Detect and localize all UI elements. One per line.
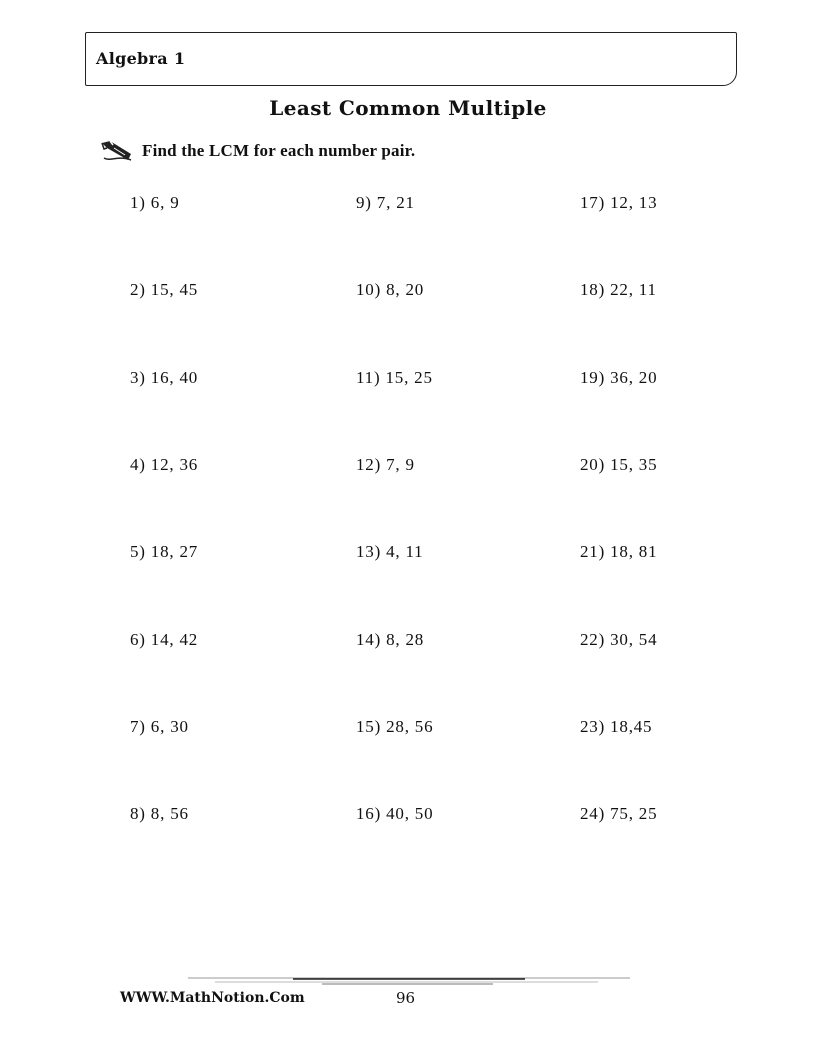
page-number: 96 <box>396 989 416 1007</box>
problem-item: 17) 12, 13 <box>580 193 658 212</box>
problem-item: 10) 8, 20 <box>356 280 425 299</box>
problem-item: 13) 4, 11 <box>356 542 424 561</box>
problem-item: 20) 15, 35 <box>580 455 658 474</box>
problem-item: 16) 40, 50 <box>356 804 434 823</box>
problem-item: 23) 18,45 <box>580 717 653 736</box>
problem-item: 24) 75, 25 <box>580 804 658 823</box>
problem-item: 14) 8, 28 <box>356 630 425 649</box>
footer-website: WWW.MathNotion.Com <box>120 990 305 1006</box>
problem-item: 11) 15, 25 <box>356 368 433 387</box>
problem-item: 4) 12, 36 <box>130 455 199 474</box>
page-title: Least Common Multiple <box>269 96 547 120</box>
problem-item: 6) 14, 42 <box>130 630 199 649</box>
problem-item: 9) 7, 21 <box>356 193 415 212</box>
problem-item: 2) 15, 45 <box>130 280 199 299</box>
problem-item: 8) 8, 56 <box>130 804 189 823</box>
subject-label: Algebra 1 <box>96 49 186 68</box>
problem-item: 19) 36, 20 <box>580 368 658 387</box>
problem-item: 1) 6, 9 <box>130 193 180 212</box>
problem-item: 7) 6, 30 <box>130 717 189 736</box>
instruction-text: Find the LCM for each number pair. <box>142 141 416 160</box>
problem-item: 15) 28, 56 <box>356 717 434 736</box>
problem-item: 12) 7, 9 <box>356 455 415 474</box>
problem-item: 3) 16, 40 <box>130 368 199 387</box>
problem-item: 22) 30, 54 <box>580 630 658 649</box>
problem-item: 21) 18, 81 <box>580 542 658 561</box>
problem-item: 5) 18, 27 <box>130 542 199 561</box>
problem-item: 18) 22, 11 <box>580 280 657 299</box>
